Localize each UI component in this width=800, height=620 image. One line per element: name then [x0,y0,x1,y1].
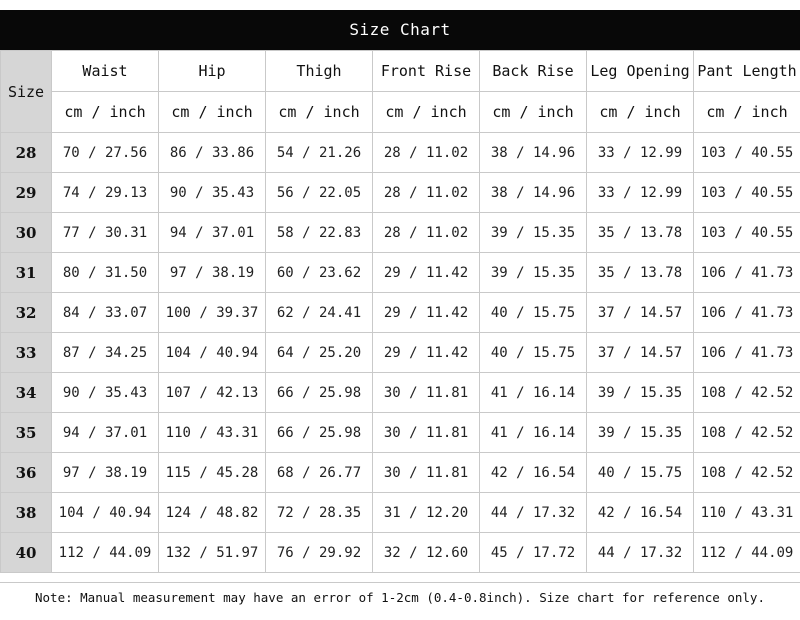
measurement-cell: 97 / 38.19 [159,253,266,293]
unit-label: cm / inch [480,92,587,133]
column-header-row [1,51,800,92]
measurement-cell: 104 / 40.94 [52,493,159,533]
column-header-leg-opening: Leg Opening [587,51,694,92]
measurement-cell: 80 / 31.50 [52,253,159,293]
measurement-cell: 106 / 41.73 [694,253,800,293]
measurement-cell: 35 / 13.78 [587,213,694,253]
measurement-cell: 29 / 11.42 [373,253,480,293]
measurement-cell: 86 / 33.86 [159,133,266,173]
size-column-header: Size [1,51,52,133]
measurement-cell: 30 / 11.81 [373,373,480,413]
measurement-cell: 72 / 28.35 [266,493,373,533]
measurement-cell: 33 / 12.99 [587,173,694,213]
measurement-cell: 38 / 14.96 [480,133,587,173]
measurement-cell: 76 / 29.92 [266,533,373,573]
table-row [1,453,800,493]
column-header-back-rise: Back Rise [480,51,587,92]
measurement-cell: 39 / 15.35 [587,413,694,453]
unit-label: cm / inch [266,92,373,133]
measurement-cell: 84 / 33.07 [52,293,159,333]
measurement-cell: 39 / 15.35 [480,253,587,293]
table-row [1,493,800,533]
measurement-cell: 40 / 15.75 [587,453,694,493]
measurement-cell: 66 / 25.98 [266,373,373,413]
measurement-cell: 44 / 17.32 [587,533,694,573]
measurement-cell: 33 / 12.99 [587,133,694,173]
measurement-cell: 97 / 38.19 [52,453,159,493]
measurement-note: Note: Manual measurement may have an error of 1-2cm (0.4-0.8inch). Size chart for reference only. [0,582,800,613]
measurement-cell: 94 / 37.01 [52,413,159,453]
table-row [1,333,800,373]
measurement-cell: 100 / 39.37 [159,293,266,333]
table-row [1,213,800,253]
column-header-waist: Waist [52,51,159,92]
measurement-cell: 29 / 11.42 [373,293,480,333]
measurement-cell: 28 / 11.02 [373,133,480,173]
measurement-cell: 124 / 48.82 [159,493,266,533]
measurement-cell: 41 / 16.14 [480,373,587,413]
measurement-cell: 106 / 41.73 [694,293,800,333]
measurement-cell: 28 / 11.02 [373,213,480,253]
measurement-cell: 108 / 42.52 [694,413,800,453]
measurement-cell: 112 / 44.09 [52,533,159,573]
measurement-cell: 45 / 17.72 [480,533,587,573]
table-row [1,173,800,213]
measurement-cell: 112 / 44.09 [694,533,800,573]
table-row [1,253,800,293]
measurement-cell: 66 / 25.98 [266,413,373,453]
size-cell: 31 [1,253,52,293]
column-header-front-rise: Front Rise [373,51,480,92]
table-row [1,373,800,413]
measurement-cell: 29 / 11.42 [373,333,480,373]
measurement-cell: 32 / 12.60 [373,533,480,573]
measurement-cell: 103 / 40.55 [694,133,800,173]
unit-label: cm / inch [52,92,159,133]
size-cell: 33 [1,333,52,373]
measurement-cell: 62 / 24.41 [266,293,373,333]
measurement-cell: 110 / 43.31 [159,413,266,453]
measurement-cell: 103 / 40.55 [694,173,800,213]
size-rows [1,133,800,573]
measurement-cell: 38 / 14.96 [480,173,587,213]
size-cell: 30 [1,213,52,253]
measurement-cell: 64 / 25.20 [266,333,373,373]
measurement-cell: 58 / 22.83 [266,213,373,253]
table-row [1,133,800,173]
size-chart-table [0,50,800,573]
measurement-cell: 90 / 35.43 [52,373,159,413]
table-row [1,533,800,573]
measurement-cell: 30 / 11.81 [373,453,480,493]
measurement-cell: 37 / 14.57 [587,293,694,333]
size-cell: 40 [1,533,52,573]
measurement-cell: 44 / 17.32 [480,493,587,533]
measurement-cell: 39 / 15.35 [587,373,694,413]
measurement-cell: 40 / 15.75 [480,333,587,373]
size-cell: 29 [1,173,52,213]
measurement-cell: 30 / 11.81 [373,413,480,453]
measurement-cell: 74 / 29.13 [52,173,159,213]
measurement-cell: 60 / 23.62 [266,253,373,293]
measurement-cell: 108 / 42.52 [694,453,800,493]
measurement-cell: 35 / 13.78 [587,253,694,293]
column-header-pant-length: Pant Length [694,51,800,92]
unit-label: cm / inch [159,92,266,133]
unit-label: cm / inch [587,92,694,133]
measurement-cell: 108 / 42.52 [694,373,800,413]
size-cell: 32 [1,293,52,333]
size-cell: 28 [1,133,52,173]
size-cell: 34 [1,373,52,413]
measurement-cell: 37 / 14.57 [587,333,694,373]
measurement-cell: 54 / 21.26 [266,133,373,173]
column-header-hip: Hip [159,51,266,92]
measurement-cell: 56 / 22.05 [266,173,373,213]
unit-header-row [1,92,800,133]
measurement-cell: 115 / 45.28 [159,453,266,493]
measurement-cell: 103 / 40.55 [694,213,800,253]
measurement-cell: 39 / 15.35 [480,213,587,253]
measurement-cell: 42 / 16.54 [587,493,694,533]
table-row [1,413,800,453]
measurement-cell: 41 / 16.14 [480,413,587,453]
measurement-cell: 107 / 42.13 [159,373,266,413]
measurement-cell: 28 / 11.02 [373,173,480,213]
measurement-cell: 94 / 37.01 [159,213,266,253]
measurement-cell: 42 / 16.54 [480,453,587,493]
unit-label: cm / inch [694,92,800,133]
measurement-cell: 70 / 27.56 [52,133,159,173]
measurement-cell: 90 / 35.43 [159,173,266,213]
measurement-cell: 40 / 15.75 [480,293,587,333]
unit-label: cm / inch [373,92,480,133]
column-header-thigh: Thigh [266,51,373,92]
size-cell: 35 [1,413,52,453]
measurement-cell: 104 / 40.94 [159,333,266,373]
measurement-cell: 110 / 43.31 [694,493,800,533]
measurement-cell: 132 / 51.97 [159,533,266,573]
measurement-cell: 87 / 34.25 [52,333,159,373]
size-cell: 38 [1,493,52,533]
measurement-cell: 77 / 30.31 [52,213,159,253]
table-row [1,293,800,333]
measurement-cell: 31 / 12.20 [373,493,480,533]
measurement-cell: 68 / 26.77 [266,453,373,493]
measurement-cell: 106 / 41.73 [694,333,800,373]
size-chart-title: Size Chart [0,10,800,50]
size-cell: 36 [1,453,52,493]
